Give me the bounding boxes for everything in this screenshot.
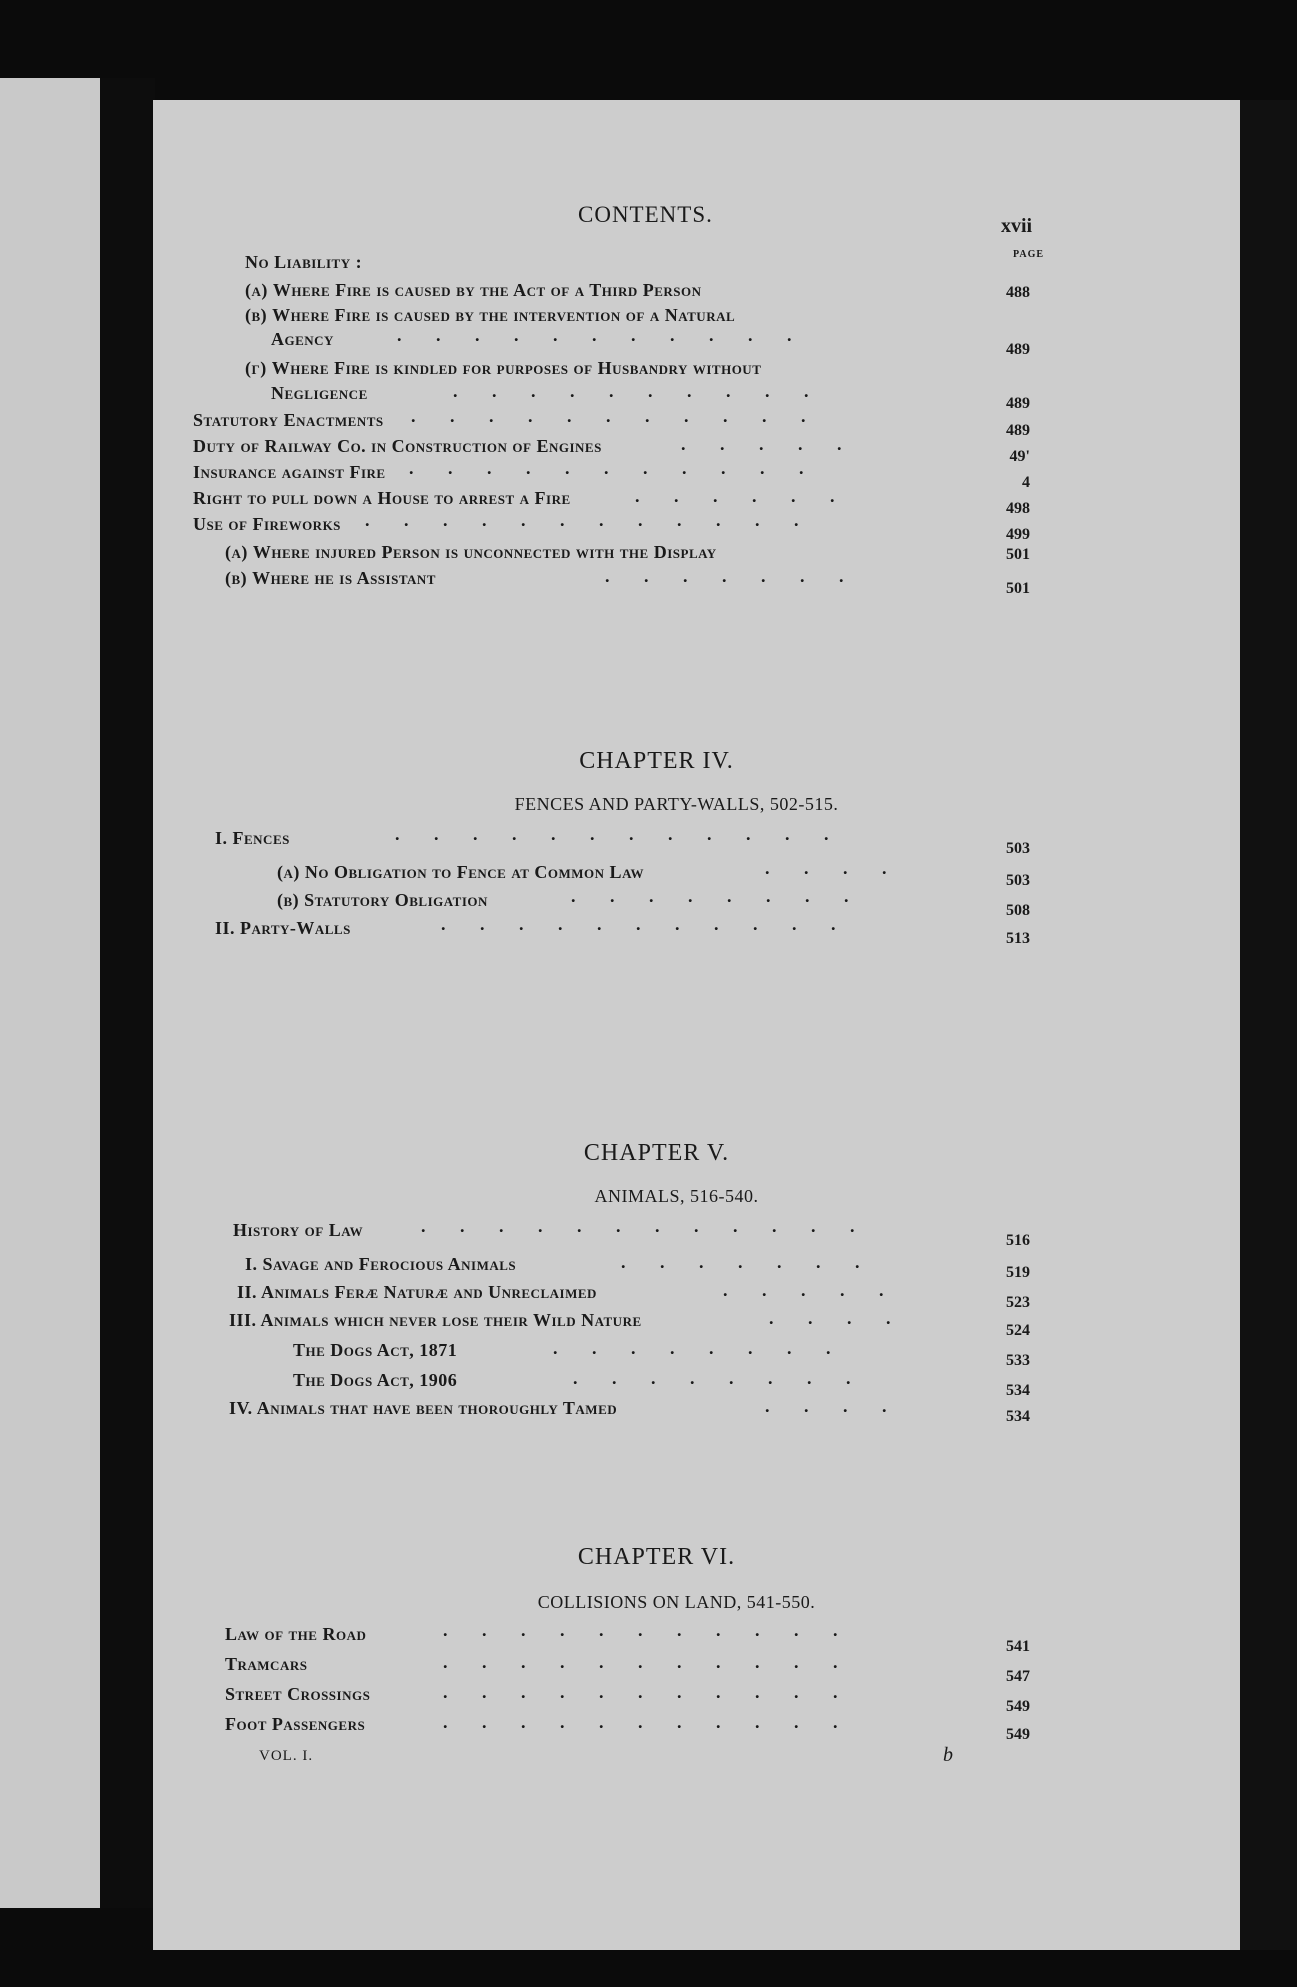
- toc-row: (α) Where Fire is caused by the Act of a Third Person 488: [245, 280, 1030, 301]
- toc-row: History of Law . . . . . . . . . . . . 516: [233, 1216, 1030, 1249]
- toc-row: I. Fences . . . . . . . . . . . . 503: [215, 824, 1030, 857]
- toc-row: The Dogs Act, 1871 . . . . . . . . 533: [293, 1338, 1030, 1369]
- scan-border: [1240, 100, 1297, 1950]
- toc-row: Use of Fireworks . . . . . . . . . . . . 499: [193, 510, 1030, 543]
- toc-row: Foot Passengers . . . . . . . . . . . 549: [225, 1712, 1030, 1743]
- volume-label: VOL. I.: [259, 1748, 314, 1764]
- toc-row: II. Party-Walls . . . . . . . . . . . 513: [215, 914, 1030, 947]
- toc-row: III. Animals which never lose their Wild Nature . . . . 524: [229, 1308, 1030, 1339]
- toc-row: Agency . . . . . . . . . . . 489: [271, 325, 1030, 358]
- toc-row: (β) Statutory Obligation . . . . . . . . 508: [277, 886, 1030, 919]
- toc-row: Right to pull down a House to arrest a Fire . . . . . . 498: [193, 486, 1030, 517]
- chapter-5-subtitle: ANIMALS, 516-540.: [594, 1186, 759, 1206]
- toc-row: Duty of Railway Co. in Construction of Engines . . . . . 49': [193, 434, 1030, 465]
- chapter-4-title: CHAPTER IV.: [579, 748, 734, 774]
- toc-row: Statutory Enactments . . . . . . . . . . . 489: [193, 406, 1030, 439]
- page-number: xvii: [1001, 215, 1033, 237]
- chapter-6-title: CHAPTER VI.: [577, 1544, 736, 1570]
- toc-row: II. Animals Feræ Naturæ and Unreclaimed . . . . . 523: [237, 1280, 1030, 1311]
- toc-row: (β) Where he is Assistant . . . . . . . 501: [225, 566, 1030, 597]
- toc-row: Law of the Road . . . . . . . . . . . 541: [225, 1620, 1030, 1655]
- page-title: CONTENTS.: [578, 202, 713, 227]
- toc-row: Street Crossings . . . . . . . . . . . 549: [225, 1682, 1030, 1715]
- toc-row: The Dogs Act, 1906 . . . . . . . . 534: [293, 1368, 1030, 1399]
- toc-row: Insurance against Fire . . . . . . . . . . . 4: [193, 458, 1030, 491]
- book-page: [153, 100, 1240, 1950]
- toc-row: IV. Animals that have been thoroughly Tamed . . . . 534: [229, 1396, 1030, 1425]
- toc-row: (β) Where Fire is caused by the intervention of a Natural: [245, 305, 736, 325]
- chapter-5-title: CHAPTER V.: [583, 1140, 730, 1166]
- toc-row: I. Savage and Ferocious Animals . . . . . . . 519: [245, 1252, 1030, 1281]
- section-heading-no-liability: No Liability :: [245, 252, 363, 272]
- page-column-label: PAGE: [1013, 249, 1045, 260]
- toc-row: Tramcars . . . . . . . . . . . 547: [225, 1652, 1030, 1685]
- toc-row: (γ) Where Fire is kindled for purposes of Husbandry without: [245, 358, 762, 378]
- chapter-4-subtitle: FENCES AND PARTY-WALLS, 502-515.: [514, 794, 839, 814]
- toc-row: (α) No Obligation to Fence at Common Law . . . . 503: [277, 858, 1030, 889]
- gutter-shadow: [100, 78, 155, 1908]
- chapter-6-subtitle: COLLISIONS ON LAND, 541-550.: [537, 1592, 816, 1612]
- signature-mark: b: [943, 1744, 953, 1766]
- toc-row: (α) Where injured Person is unconnected with the Display 501: [225, 542, 1030, 563]
- toc-row: Negligence . . . . . . . . . . 489: [271, 381, 1030, 412]
